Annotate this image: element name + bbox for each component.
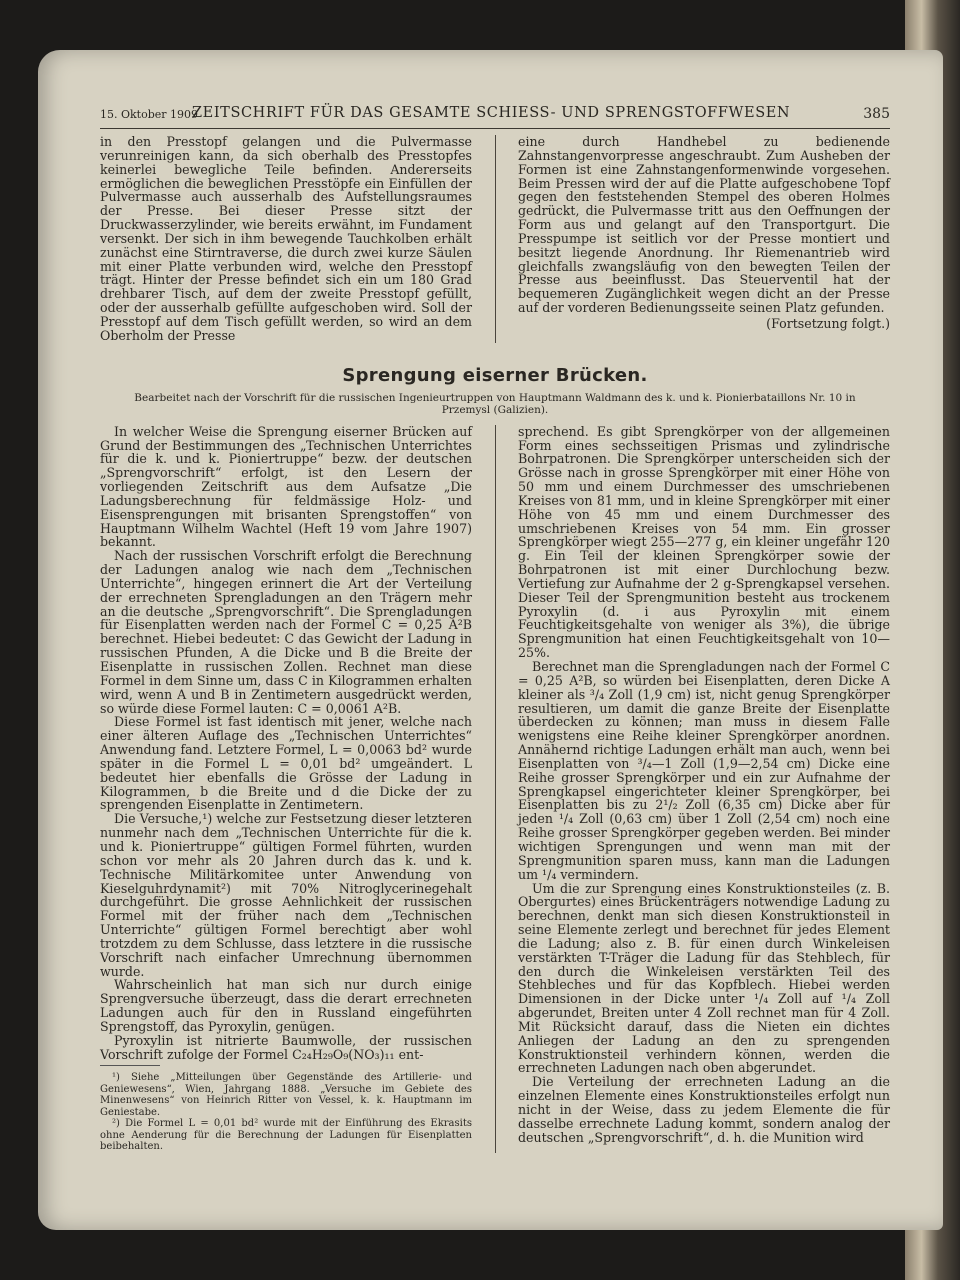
article-right-column — [518, 425, 890, 1153]
footnote-rule — [100, 1065, 160, 1066]
paragraph: Wahrscheinlich hat man sich nur durch einige Sprengversuche überzeugt, dass die derart errechneten Ladungen auch für den in Russland eingeführten Sprengstoff, das Pyroxylin, genügen. — [100, 977, 472, 1034]
paragraph: sprechend. Es gibt Sprengkörper von der allgemeinen Form eines sechsseitigen Prismas und zylindrische Bohrpatronen. Die Sprengkörper unterscheiden sich der Grösse nach in grosse Sprengkörper mit einer Höhe von 50 mm und einem Durchmesser des umschriebenen Kreises von 81 mm, und in kleine Sprengkörper mit einer Höhe von 45 mm und einem Durchmesser des umschriebenen Kreises von 54 mm. Ein grosser Sprengkörper wiegt 255—277 g, ein kleiner ungefähr 120 g. Ein Teil der kleinen Sprengkörper sowie der Bohrpatronen ist mit einer Durchlochung bezw. Vertiefung zur Aufnahme der 2 g-Sprengkapsel versehen. Dieser Teil der Sprengmunition besteht aus trockenem Pyroxylin (d. i aus Pyroxylin mit einem Feuchtigkeitsgehalte von weniger als 3%), die übrige Sprengmunition hat einen Feuchtigkeitsgehalt von 10—25%. — [518, 423, 890, 661]
column-rule — [495, 135, 496, 343]
page-number: 385 — [863, 106, 890, 122]
paragraph: Um die zur Sprengung eines Konstruktionsteiles (z. B. Obergurtes) eines Brückenträgers notwendige Ladung zu berechnen, denkt man sich diesen Konstruktionsteil in seine Elemente zerlegt und berechnet für jedes Element die Ladung; also z. B. für einen durch Winkeleisen verstärkten T-Träger die Ladung für das Stehblech, für den durch die Winkeleisen verstärkten Teil des Stehbleches und für das Kopfblech. Hiebei werden Dimensionen in der Dicke unter ¹/₄ Zoll auf ¹/₄ Zoll abgerundet, Breiten unter 4 Zoll rechnet man für 4 Zoll. Mit Rücksicht darauf, dass die Nieten ein dichtes Anliegen der Ladung an den zu sprengenden Konstruktionsteil verhindern können, werden die errechneten Ladungen nach oben abgerundet. — [518, 880, 890, 1076]
footnote: ²) Die Formel L = 0,01 bd² wurde mit der Einführung des Ekrasits ohne Aenderung für die Berechnung der Ladungen für Eisenplatten beibehalten. — [100, 1118, 472, 1153]
journal-page — [38, 50, 943, 1230]
issue-date: 15. Oktober 1909 — [100, 108, 199, 121]
paragraph: Berechnet man die Sprengladungen nach der Formel C = 0,25 A²B, so würden bei Eisenplatten, deren Dicke A kleiner als ³/₄ Zoll (1,9 cm) ist, nicht genug Sprengkörper resultieren, um damit die ganze Breite der Eisenplatte überdecken zu können; man muss in diesem Falle wenigstens eine Reihe kleiner Sprengkörper anordnen. Annähernd richtige Ladungen erhält man auch, wenn bei Eisenplatten von ³/₄—1 Zoll (1,9—2,54 cm) Dicke eine Reihe grosser Sprengkörper und ein zur Aufnahme der Sprengkapsel eingerichteter kleiner Sprengkörper, bei Eisenplatten bis zu 2¹/₂ Zoll (6,35 cm) Dicke aber für jeden ¹/₄ Zoll (0,63 cm) über 1 Zoll (2,54 cm) noch eine Reihe grosser Sprengkörper gegeben werden. Bei minder wichtigen Sprengungen und wenn man mit der Sprengmunition sparen muss, kann man die Ladungen um ¹/₄ vermindern. — [518, 659, 890, 882]
continued-article — [100, 135, 890, 343]
article-left-column — [100, 425, 472, 1153]
running-header — [100, 102, 890, 129]
footnotes — [100, 1072, 472, 1153]
column-rule — [495, 425, 496, 1153]
paragraph: Die Verteilung der errechneten Ladung an die einzelnen Elemente eines Konstruktionsteiles erfolgt nun nicht in der Weise, dass zu jedem Elemente die für dasselbe errechnete Ladung kommt, sondern analog der deutschen „Sprengvorschrift“, d. h. die Munition wird — [518, 1074, 890, 1145]
footnote: ¹) Siehe „Mitteilungen über Gegenstände des Artillerie- und Geniewesens“, Wien, Jahrgang 1888. „Versuche im Gebiete des Minenwesens“ von Heinrich Ritter von Vessel, k. k. Hauptmann im Geniestabe. — [100, 1072, 472, 1118]
paragraph: Die Versuche,¹) welche zur Festsetzung dieser letzteren nunmehr nach dem „Technischen Unterrichte für die k. und k. Pioniertruppe“ gültigen Formel führten, wurden schon vor mehr als 20 Jahren durch das k. und k. Technische Militärkomitee unter Anwendung von Kieselguhrdynamit²) mit 70% Nitroglycerinegehalt durchgeführt. Die grosse Aehnlichkeit der russischen Formel mit der früher nach dem „Technischen Unterrichte“ gültigen Formel berechtigt aber wohl trotzdem zu dem Schlusse, dass letztere in die russische Vorschrift nach einfacher Umrechnung übernommen wurde. — [100, 811, 472, 979]
paragraph: Pyroxylin ist nitrierte Baumwolle, der russischen Vorschrift zufolge der Formel C₂₄H₂₉O₉(NO₃)₁₁ ent- — [100, 1032, 472, 1062]
continued-right-column — [518, 135, 890, 343]
continued-left-text: in den Presstopf gelangen und die Pulvermasse verunreinigen kann, da sich oberhalb des Presstopfes keinerlei bewegliche Teile befinden. Andererseits ermöglichen die beweglichen Presstöpfe ein Einfüllen der Pulvermasse auch ausserhalb des Aufstellungsraumes der Presse. Bei dieser Presse sitzt der Druckwasserzylinder, wie bereits erwähnt, im Fundament versenkt. Der sich in ihm bewegende Tauchkolben erhält zunächst eine Stirntraverse, die durch zwei kurze Säulen mit einer Platte verbunden wird, welche den Presstopf trägt. Hinter der Presse befindet sich ein um 180 Grad drehbarer Tisch, auf dem der zweite Presstopf gefüllt, oder der ausserhalb gefüllte aufgeschoben wird. Soll der Presstopf auf dem Tisch gefüllt werden, so wird an dem Oberholm der Presse — [100, 134, 472, 343]
continued-right-text: eine durch Handhebel zu bedienende Zahnstangenvorpresse angeschraubt. Zum Ausheben der Formen ist eine Zahnstangenformenwinde vorgesehen. Beim Pressen wird der auf die Platte aufgeschobene Topf gegen den feststehenden Stempel des oberen Holmes gedrückt, die Pulvermasse tritt aus den Oeffnungen der Form aus und gelangt auf den Transportgurt. Die Presspumpe ist seitlich vor der Presse montiert und besitzt liegende Anordnung. Ihr Riemenantrieb wird gleichfalls zwangsläufig von den bewegten Teilen der Presse aus beeinflusst. Das Steuerventil hat der bequemeren Zugänglichkeit wegen dicht an der Presse auf der vorderen Bedienungsseite seinen Platz gefunden. — [518, 134, 890, 316]
article-body — [100, 425, 890, 1153]
page-content — [100, 102, 890, 1153]
paragraph: Nach der russischen Vorschrift erfolgt die Berechnung der Ladungen analog wie nach dem „Technischen Unterrichte“, hingegen erinnert die Art der Verteilung der errechneten Sprengladungen an den Trägern mehr an die deutsche „Sprengvorschrift“. Die Sprengladungen für Eisenplatten werden nach der Formel C = 0,25 A²B berechnet. Hiebei bedeutet: C das Gewicht der Ladung in russischen Pfunden, A die Dicke und B die Breite der Eisenplatte in russischen Zollen. Rechnet man diese Formel in dem Sinne um, dass C in Kilogrammen erhalten wird, wenn A und B in Zentimetern ausgedrückt werden, so würde diese Formel lauten: C = 0,0061 A²B. — [100, 548, 472, 716]
article-byline: Bearbeitet nach der Vorschrift für die russischen Ingenieurtruppen von Hauptmann Waldmann des k. und k. Pionierbataillons Nr. 10 in Przemysl (Galizien). — [134, 391, 856, 417]
paragraph: In welcher Weise die Sprengung eiserner Brücken auf Grund der Bestimmungen des „Technischen Unterrichtes für die k. und k. Pioniertruppe“ bezw. der deutschen „Sprengvorschrift“ erfolgt, ist den Lesern der vorliegenden Zeitschrift aus dem Aufsatze „Die Ladungsberechnung für feldmässige Holz- und Eisensprengungen mit brisanten Sprengstoffen“ von Hauptmann Wilhelm Wachtel (Heft 19 vom Jahre 1907) bekannt. — [100, 423, 472, 550]
article-title: Sprengung eiserner Brücken. — [342, 364, 648, 386]
continuation-note: (Fortsetzung folgt.) — [766, 315, 890, 331]
continued-left-column — [100, 135, 472, 343]
paragraph: Diese Formel ist fast identisch mit jener, welche nach einer älteren Auflage des „Technischen Unterrichtes“ Anwendung fand. Letztere Formel, L = 0,0063 bd² wurde später in die Formel L = 0,01 bd² umgeändert. L bedeutet hier ebenfalls die Grösse der Ladung in Kilogrammen, b die Breite und d die Dicke der zu sprengenden Eisenplatte in Zentimetern. — [100, 714, 472, 813]
journal-title: ZEITSCHRIFT FÜR DAS GESAMTE SCHIESS- UND SPRENGSTOFFWESEN — [192, 105, 791, 121]
